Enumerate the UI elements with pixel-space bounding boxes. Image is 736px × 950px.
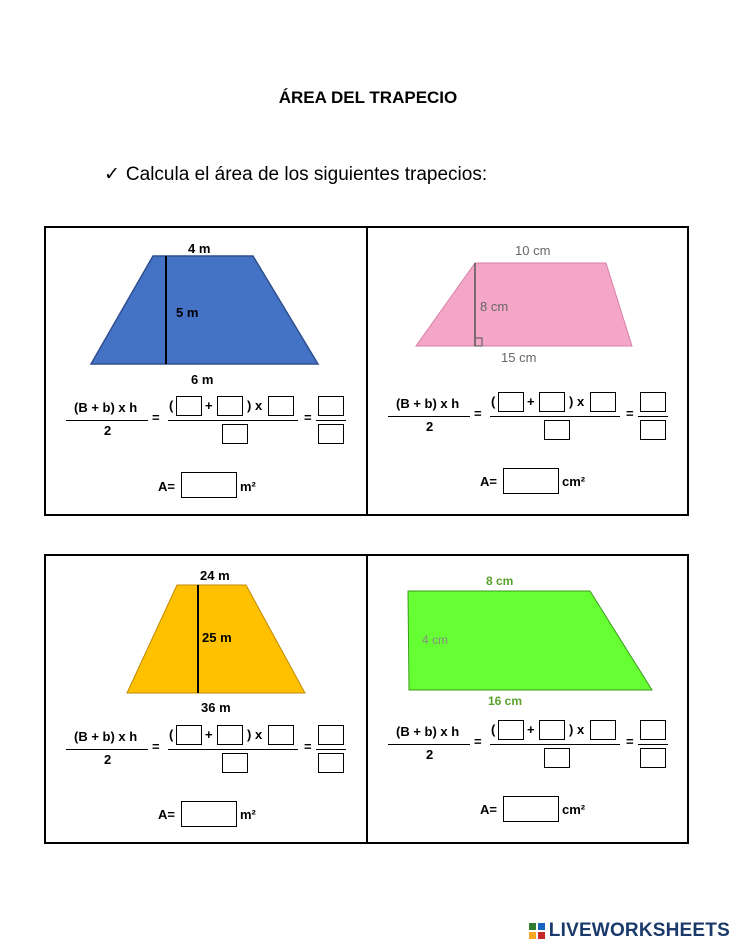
top-base-label: 10 cm: [515, 243, 551, 258]
area-label: A=: [158, 807, 175, 822]
formula-1: [66, 396, 356, 456]
bottom-base-label: 36 m: [201, 700, 231, 715]
formula-numerator: (B + b) x h: [396, 396, 460, 411]
fraction-bar: [490, 744, 620, 745]
answer-box-height[interactable]: [268, 396, 294, 416]
liveworksheets-logo: [529, 920, 730, 942]
problem-4: [368, 556, 687, 842]
formula-numerator: (B + b) x h: [74, 729, 138, 744]
answer-box-result-numerator[interactable]: [640, 720, 666, 740]
height-label: 8 cm: [480, 299, 509, 314]
problem-grid-top: [44, 226, 689, 516]
fraction-bar: [388, 744, 470, 745]
bottom-base-label: 15 cm: [501, 350, 537, 365]
equals-sign: =: [152, 410, 160, 425]
answer-box-result-numerator[interactable]: [318, 725, 344, 745]
equals-sign: =: [474, 734, 482, 749]
answer-box-result-numerator[interactable]: [318, 396, 344, 416]
bottom-base-label: 6 m: [191, 372, 214, 387]
formula-denominator: 2: [426, 419, 434, 434]
height-label: 4 cm: [422, 633, 449, 647]
equals-sign: =: [304, 410, 312, 425]
answer-box-base-major[interactable]: [498, 720, 524, 740]
height-label: 25 m: [202, 630, 232, 645]
area-unit: m²: [240, 479, 256, 494]
open-paren: (: [169, 727, 174, 742]
area-label: A=: [158, 479, 175, 494]
open-paren: (: [491, 394, 496, 409]
bottom-base-label: 16 cm: [488, 694, 523, 708]
answer-box-base-minor[interactable]: [539, 392, 565, 412]
fraction-bar: [490, 416, 620, 417]
fraction-bar: [638, 744, 668, 745]
instruction: [104, 163, 487, 186]
formula-numerator: (B + b) x h: [396, 724, 460, 739]
area-label: A=: [480, 474, 497, 489]
answer-box-base-minor[interactable]: [217, 725, 243, 745]
top-base-label: 4 m: [188, 241, 211, 256]
answer-box-result-denominator[interactable]: [640, 420, 666, 440]
answer-box-height[interactable]: [590, 392, 616, 412]
answer-box-base-minor[interactable]: [539, 720, 565, 740]
answer-box-base-major[interactable]: [176, 396, 202, 416]
equals-sign: =: [626, 734, 634, 749]
area-answer-box[interactable]: [503, 468, 559, 494]
top-base-label: 24 m: [200, 568, 230, 583]
formula-2: [388, 392, 678, 452]
plus-sign: +: [527, 722, 535, 737]
answer-box-result-denominator[interactable]: [640, 748, 666, 768]
close-paren-times: ) x: [247, 727, 263, 742]
answer-box-height[interactable]: [268, 725, 294, 745]
answer-box-denominator[interactable]: [544, 748, 570, 768]
equals-sign: =: [152, 739, 160, 754]
answer-box-result-denominator[interactable]: [318, 424, 344, 444]
area-answer-box[interactable]: [503, 796, 559, 822]
plus-sign: +: [205, 398, 213, 413]
fraction-bar: [66, 420, 148, 421]
answer-box-base-major[interactable]: [498, 392, 524, 412]
height-label: 5 m: [176, 305, 199, 320]
answer-box-denominator[interactable]: [222, 424, 248, 444]
worksheet-title: ÁREA DEL TRAPECIO: [278, 88, 458, 107]
formula-denominator: 2: [104, 423, 112, 438]
fraction-bar: [316, 420, 346, 421]
fraction-bar: [388, 416, 470, 417]
fraction-bar: [66, 749, 148, 750]
answer-box-denominator[interactable]: [222, 753, 248, 773]
problem-3: [46, 556, 366, 842]
logo-icon: [529, 923, 545, 939]
close-paren-times: ) x: [569, 394, 585, 409]
formula-4: [388, 720, 678, 780]
answer-box-result-denominator[interactable]: [318, 753, 344, 773]
formula-3: [66, 725, 356, 785]
area-unit: cm²: [562, 802, 586, 817]
problem-1: [46, 228, 366, 514]
equals-sign: =: [474, 406, 482, 421]
problem-2: [368, 228, 687, 514]
equals-sign: =: [304, 739, 312, 754]
close-paren-times: ) x: [247, 398, 263, 413]
fraction-bar: [316, 749, 346, 750]
answer-box-result-numerator[interactable]: [640, 392, 666, 412]
fraction-bar: [638, 416, 668, 417]
area-unit: cm²: [562, 474, 586, 489]
open-paren: (: [491, 722, 496, 737]
plus-sign: +: [205, 727, 213, 742]
problem-grid-bottom: [44, 554, 689, 844]
formula-denominator: 2: [426, 747, 434, 762]
close-paren-times: ) x: [569, 722, 585, 737]
instruction-text: Calcula el área de los siguientes trapecios:: [125, 164, 488, 185]
fraction-bar: [168, 420, 298, 421]
formula-numerator: (B + b) x h: [74, 400, 138, 415]
answer-box-base-major[interactable]: [176, 725, 202, 745]
area-answer-box[interactable]: [181, 472, 237, 498]
equals-sign: =: [626, 406, 634, 421]
open-paren: (: [169, 398, 174, 413]
area-unit: m²: [240, 807, 256, 822]
fraction-bar: [168, 749, 298, 750]
check-icon: ✓: [104, 164, 120, 185]
answer-box-height[interactable]: [590, 720, 616, 740]
plus-sign: +: [527, 394, 535, 409]
answer-box-base-minor[interactable]: [217, 396, 243, 416]
area-answer-box[interactable]: [181, 801, 237, 827]
logo-text: LIVEWORKSHEETS: [548, 920, 730, 941]
area-label: A=: [480, 802, 497, 817]
answer-box-denominator[interactable]: [544, 420, 570, 440]
formula-denominator: 2: [104, 752, 112, 767]
top-base-label: 8 cm: [486, 574, 514, 588]
trapezoid-green: [368, 556, 687, 716]
